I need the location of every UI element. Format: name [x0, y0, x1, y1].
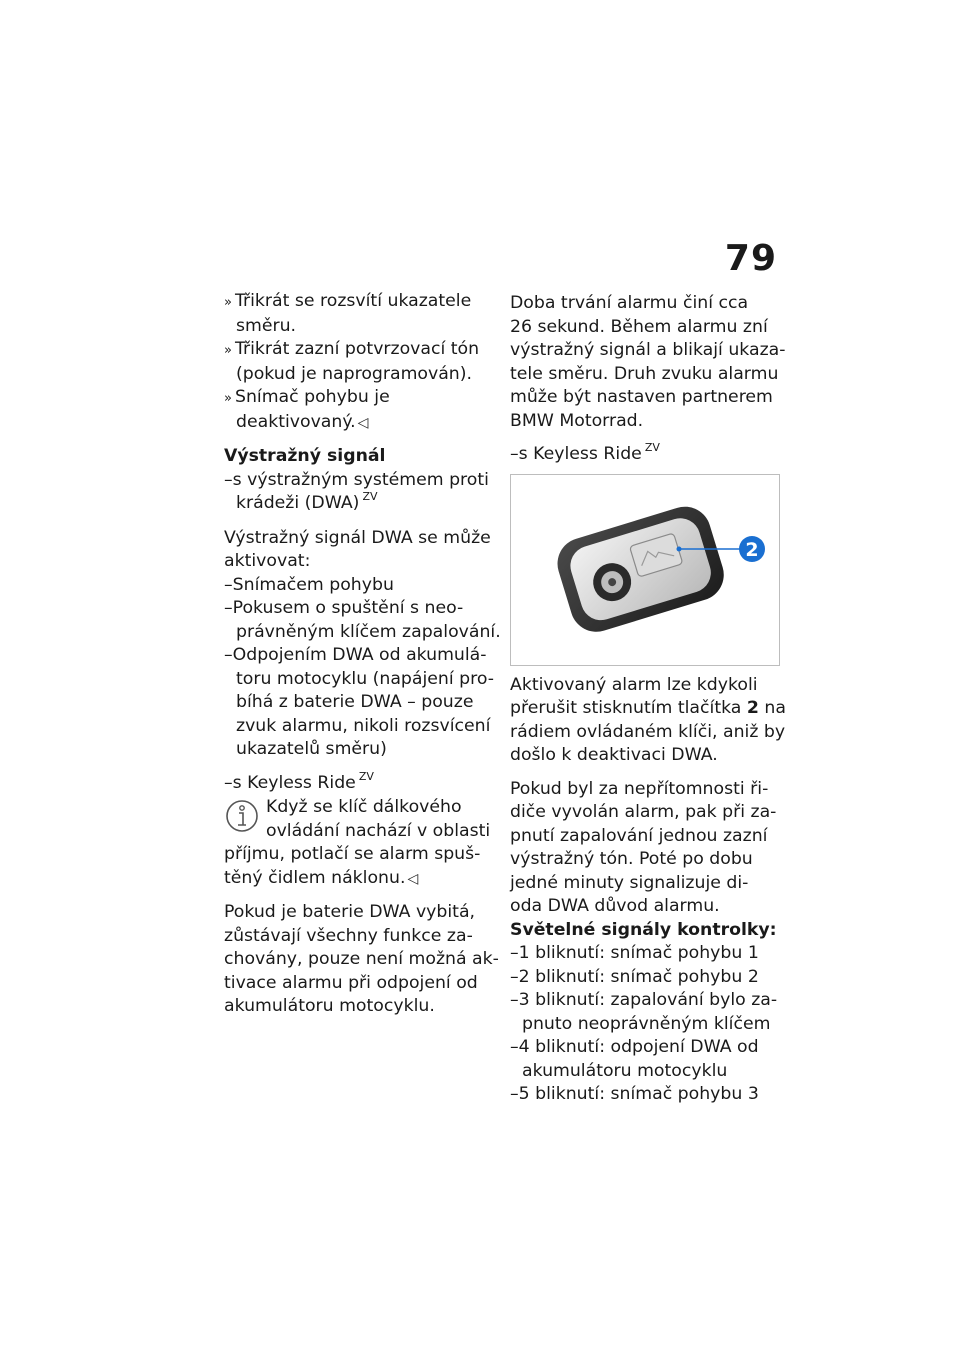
duration-text: Doba trvání alarmu činí cca — [510, 293, 749, 313]
lights-heading: Světelné signály kontrolky: — [510, 919, 777, 940]
bullet-icon: » — [224, 391, 232, 406]
list-item: –Snímačem pohybu — [224, 574, 394, 595]
bullet-text: deaktivovaný. — [236, 411, 356, 432]
keyless-superscript: ZV — [644, 441, 660, 454]
battery-text: zůstávají všechny funkce za- — [224, 925, 473, 946]
absence-text: jedné minuty signalizuje di- — [510, 872, 749, 893]
duration-text: může být nastaven partnerem — [510, 387, 773, 407]
absence-text: oda DWA důvod alarmu. — [510, 896, 720, 916]
section-heading: Výstražný signál — [224, 446, 386, 466]
info-note — [224, 796, 496, 891]
bullet-item — [224, 386, 496, 435]
option-superscript: ZV — [362, 490, 378, 503]
list-item: ukazatelů směru) — [236, 739, 387, 759]
duration-text: 26 sekund. Během alarmu zní — [510, 316, 768, 337]
keyless-option: –s Keyless Ride — [224, 772, 356, 793]
bullet-icon: » — [224, 295, 232, 310]
left-column — [224, 290, 501, 1019]
list-item: zvuk alarmu, nikoli rozsvícení — [236, 715, 491, 736]
duration-text: výstražný signál a blikají ukaza- — [510, 340, 786, 360]
list-item: toru motocyklu (napájení pro- — [236, 668, 494, 689]
absence-text: diče vyvolán alarm, pak při za- — [510, 802, 777, 822]
bullet-text: Třikrát zazní potvrzovací tón — [235, 339, 480, 359]
light-signal-item: –4 bliknutí: odpojení DWA od — [510, 1037, 759, 1057]
bullet-item — [224, 290, 496, 338]
button-reference: 2 — [746, 698, 759, 718]
bullet-text: (pokud je naprogramován). — [236, 363, 472, 384]
battery-text: Pokud je baterie DWA vybitá, — [224, 902, 476, 922]
list-item: –Odpojením DWA od akumulá- — [224, 645, 487, 665]
callout-dot — [677, 546, 682, 551]
light-signal-item: –5 bliknutí: snímač pohybu 3 — [510, 1084, 759, 1104]
light-signal-item: –1 bliknutí: snímač pohybu 1 — [510, 943, 759, 963]
absence-text: Pokud byl za nepřítomnosti ři- — [510, 778, 769, 799]
bullet-text: směru. — [236, 315, 297, 336]
interrupt-text: došlo k deaktivaci DWA. — [510, 745, 718, 765]
info-text: příjmu, potlačí se alarm spuš- — [224, 844, 481, 864]
interrupt-text: přerušit stisknutím tlačítka — [510, 698, 747, 718]
info-text: ovládání nachází v oblasti — [266, 820, 491, 841]
interrupt-text: na — [758, 698, 786, 718]
info-text: těný čidlem náklonu. — [224, 867, 406, 888]
end-mark-icon: ◁ — [407, 870, 419, 887]
keyless-superscript: ZV — [358, 769, 374, 783]
intro-text: Výstražný signál DWA se může — [224, 527, 491, 548]
absence-text: výstražný tón. Poté po dobu — [510, 849, 753, 869]
right-column — [510, 292, 784, 1107]
absence-text: pnutí zapalování jednou zazní — [510, 825, 768, 846]
battery-text: tivace alarmu při odpojení od — [224, 972, 478, 993]
light-signal-item: –2 bliknutí: snímač pohybu 2 — [510, 966, 759, 987]
duration-text: BMW Motorrad. — [510, 410, 644, 431]
end-mark-icon: ◁ — [357, 414, 369, 431]
option-line: krádeži (DWA) — [236, 493, 360, 513]
light-signal-item: pnuto neoprávněným klíčem — [522, 1013, 771, 1034]
bullet-text: Třikrát se rozsvítí ukazatele — [235, 291, 472, 311]
list-item: bíhá z baterie DWA – pouze — [236, 692, 474, 712]
remote-key-image — [511, 475, 779, 665]
intro-text: aktivovat: — [224, 551, 311, 571]
list-item: právněným klíčem zapalování. — [236, 621, 501, 642]
option-line: –s výstražným systémem proti — [224, 469, 489, 490]
list-item: –Pokusem o spuštění s neo- — [224, 598, 464, 618]
battery-text: chovány, pouze není možná ak- — [224, 949, 499, 969]
light-signal-item: akumulátoru motocyklu — [522, 1060, 728, 1081]
remote-key-figure — [510, 474, 780, 666]
duration-text: tele směru. Druh zvuku alarmu — [510, 363, 779, 384]
keyless-option: –s Keyless Ride — [510, 444, 642, 464]
interrupt-text: Aktivovaný alarm lze kdykoli — [510, 674, 758, 695]
battery-text: akumulátoru motocyklu. — [224, 996, 435, 1016]
bullet-icon: » — [224, 343, 232, 358]
bullet-text: Snímač pohybu je — [235, 387, 390, 407]
callout-number: 2 — [745, 538, 759, 561]
interrupt-text: rádiem ovládaném klíči, aniž by — [510, 721, 786, 742]
page-number: 79 — [724, 238, 777, 279]
light-signal-item: –3 bliknutí: zapalování bylo za- — [510, 990, 778, 1010]
bullet-item — [224, 338, 496, 386]
info-text: Když se klíč dálkového — [266, 797, 462, 817]
info-icon — [224, 798, 260, 834]
